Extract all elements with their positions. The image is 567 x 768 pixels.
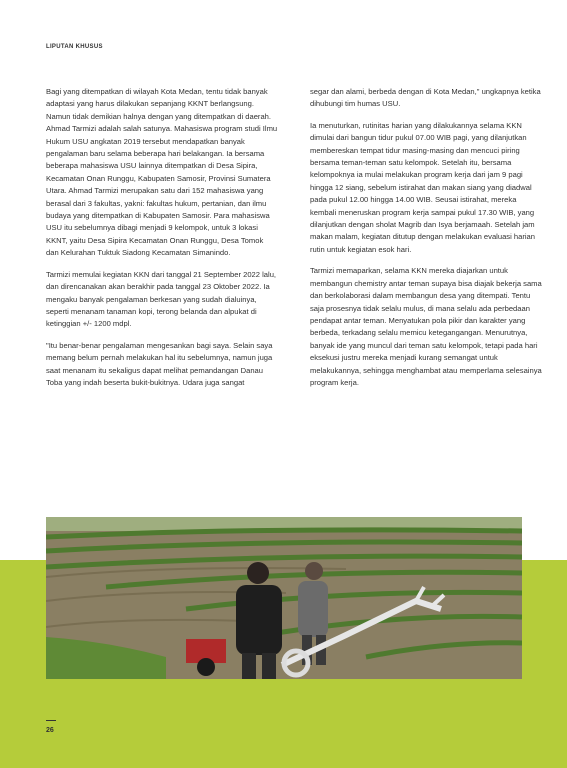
paragraph: Tarmizi memulai kegiatan KKN dari tanggal 21 September 2022 lalu, dan direncanakan akan berakhir pada tanggal 23 Oktober 2022. Ia mengaku banyak pengalaman berkesan yang sudah dialuinya, seperti menanam tanaman kopi, terong belanda dan alpukat di ketinggian +/- 1200 mdpl. — [46, 269, 277, 329]
field-photo-illustration — [46, 517, 522, 679]
paragraph: Ia menuturkan, rutinitas harian yang dilakukannya selama KKN dimulai dari bangun tidur pukul 07.00 WIB pagi, yang dilanjutkan membereskan tempat tidur masing-masing dan mencuci piring bersama teman-teman satu kelompok. Setelah itu, bersama kelompoknya ia mulai melakukan program kerja dari jam 9 pagi hingga 12 siang, sebelum istirahat dan makan siang yang diadwal pada pukul 12.00 hingga 14.00 WIB. Seusai istirahat, mereka kembali meneruskan program kerja sampai pukul 17.30 WIB, yang dilanjutkan dengan sholat Magrib dan Isya berjamaah. Setelah jam makan malam, kegiatan ditutup dengan melakukan evaluasi harian rutin untuk kegiatan esok hari. — [310, 120, 535, 254]
field-photo — [46, 517, 522, 679]
paragraph: segar dan alami, berbeda dengan di Kota Medan," ungkapnya ketika dihubungi tim humas USU. — [310, 87, 541, 109]
paragraph: "Itu benar-benar pengalaman mengesankan bagi saya. Selain saya memang belum pernah melakukan hal itu sebelumnya, namun juga saat menanam itu sekaligus dapat melihat pemandangan Danau Toba yang indah beserta bukit-bukitnya. Udara juga sangat — [46, 340, 273, 387]
section-label: LIPUTAN KHUSUS — [46, 44, 103, 50]
paragraph: Bagi yang ditempatkan di wilayah Kota Medan, tentu tidak banyak adaptasi yang harus dilakukan sepanjang KKNT berlangsung. Namun tidak demikian halnya dengan yang ditempatkan di daerah. Ahmad Tarmizi adalah salah satunya. Mahasiswa program studi Ilmu Hukum USU angkatan 2019 tersebut mendapatkan banyak pengalaman baru selama beberapa hari belakangan. Ia bersama beberapa mahasiswa USU lainnya ditempatkan di Desa Sipira, Kecamatan Onan Runggu, Kabupaten Samosir, Provinsi Sumatera Utara. Ahmad Tarmizi merupakan satu dari 152 mahasiswa yang berasal dari 3 fakultas, yakni: fakultas hukum, pertanian, dan ilmu budaya yang ditempatkan di Kabupaten Samosir. Para mahasiswa USU itu sebelumnya dibagi menjadi 9 kelompok, untuk 3 lokasi KKNT, yaitu Desa Sipira Kecamatan Onan Runggu, Desa Tomok dan Kelurahan Tuktuk Siadong Kecamatan Simanindo. — [46, 87, 278, 258]
page-number: 26 — [46, 727, 54, 734]
paragraph: Tarmizi memaparkan, selama KKN mereka diajarkan untuk membangun chemistry antar teman supaya bisa diajak bekerja sama dan berkolaborasi dalam membangun desa yang ditempati. Tentu saja prosesnya tidak selalu mulus, di mana selalu ada perbedaan pendapat antar teman. Menyatukan pola pikir dan karakter yang berbeda, terkadang selalu memicu ketegangangan. Menurutnya, banyak ide yang muncul dari teman satu kelompok, tetapi pada hari eksekusi justru mereka menjadi kurang semangat untuk melakukannya, sehingga menghambat atau memperlama selesainya program kerja. — [310, 266, 542, 387]
article-column-right — [310, 86, 542, 398]
article-column-left — [46, 86, 278, 398]
page-number-rule — [46, 720, 56, 721]
